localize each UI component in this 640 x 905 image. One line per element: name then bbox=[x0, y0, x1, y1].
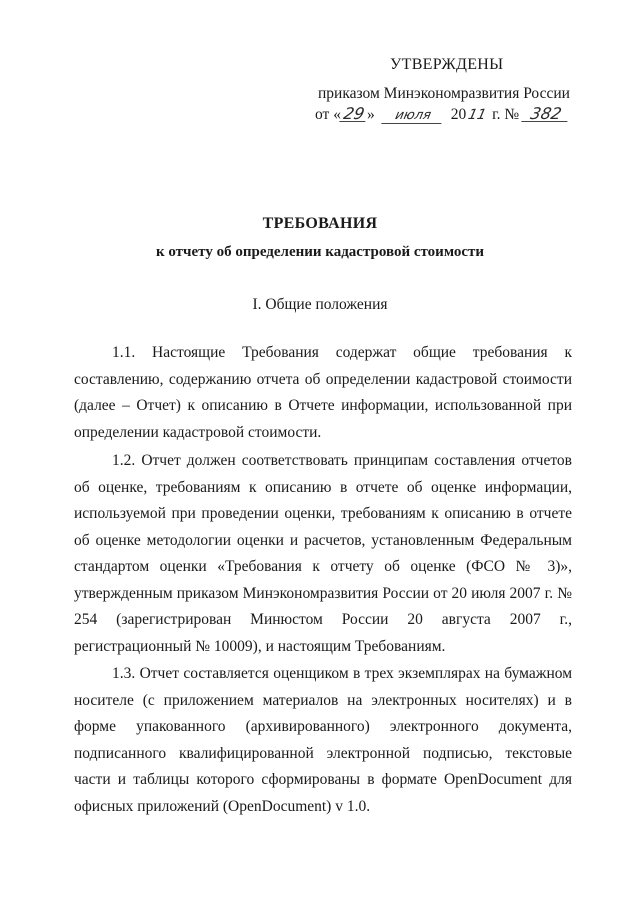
date-year-prefix: 20 bbox=[450, 106, 467, 123]
approval-date-line bbox=[315, 106, 578, 124]
date-prefix: от « bbox=[315, 106, 341, 123]
document-body bbox=[74, 340, 572, 820]
document-title: ТРЕБОВАНИЯ bbox=[262, 215, 378, 232]
approval-heading: УТВЕРЖДЕНЫ bbox=[390, 56, 504, 73]
handwritten-day: 29 bbox=[339, 106, 368, 122]
paragraph-1-2: 1.2. Отчет должен соответствовать принципам составления отчетов об оценке, требованиям к описанию в отчете об оценке информации, используемой при проведении оценки, требованиям к описанию в отчете об оценке методологии оценки и расчетов, установленным Федеральным стандартом оценки «Требования к отчету об оценке (ФСО № 3)», утвержденным приказом Минэкономразвития России от 20 июля 2007 г. № 254 (зарегистрирован Минюстом России 20 августа 2007 г., регистрационный № 10009), и настоящим Требованиям. bbox=[74, 452, 572, 655]
document-subtitle: к отчету об определении кадастровой стоимости bbox=[155, 244, 485, 260]
date-quote-close: » bbox=[366, 106, 375, 123]
date-year-unit: г. № bbox=[492, 106, 520, 123]
handwritten-year: 11 bbox=[466, 107, 488, 123]
paragraph-1-1: 1.1. Настоящие Требования содержат общие требования к составлению, содержанию отчета об определении кадастровой стоимости (далее – Отчет) к описанию в Отчете информации, использованной при определении кадастровой стоимости. bbox=[74, 344, 572, 441]
section-heading: I. Общие положения bbox=[252, 296, 388, 313]
handwritten-month: июля bbox=[381, 108, 444, 124]
handwritten-order-number: 382 bbox=[521, 106, 570, 122]
approval-order-line: приказом Минэкономразвития России bbox=[318, 85, 570, 102]
paragraph-1-3: 1.3. Отчет составляется оценщиком в трех экземплярах на бумажном носителе (с приложением материалов на электронных носителях) и в форме упакованного (архивированного) электронного документа, подписанного квалифицированной электронной подписью, текстовые части и таблицы которого сформированы в формате OpenDocument для офисных приложений (OpenDocument) v 1.0. bbox=[74, 665, 572, 815]
approval-stamp-block bbox=[315, 56, 578, 124]
